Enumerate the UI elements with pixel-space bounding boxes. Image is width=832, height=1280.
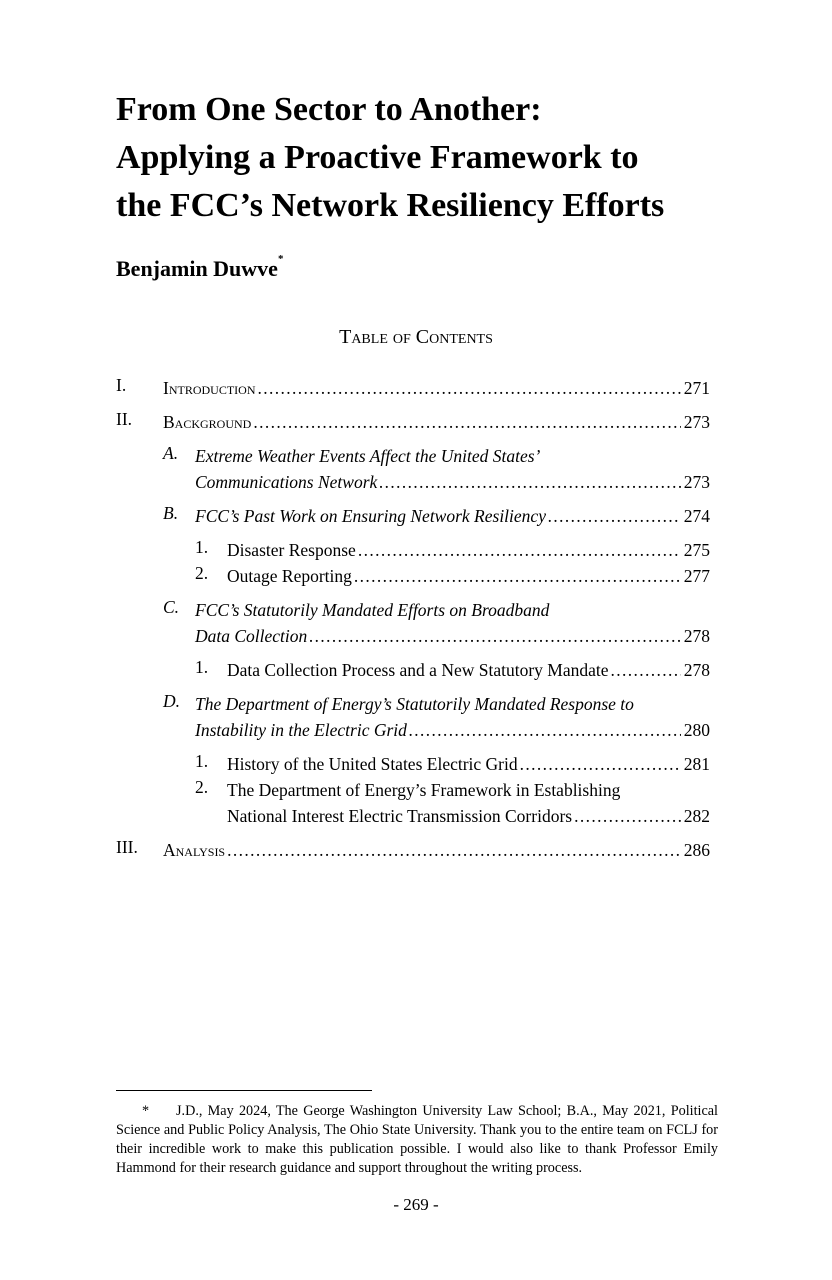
footnote-text: J.D., May 2024, The George Washington University Law School; B.A., May 2021, Political Science and Public Policy Analysis, The Ohio State University. Thank you to the entire team on FCLJ for their incredible work to make this publication possible. I would also like to thank Professor Emily Hammond for their research guidance and support throughout the writing process. <box>116 1103 718 1176</box>
toc-leader-dots <box>227 837 681 863</box>
toc-entry-background[interactable] <box>116 409 710 435</box>
toc-entry-b2[interactable] <box>195 563 710 589</box>
toc-number: I. <box>116 375 127 395</box>
toc-page: 277 <box>683 566 710 586</box>
toc-title: Disaster Response <box>227 540 356 560</box>
toc-leader-dots <box>354 563 681 589</box>
toc-title: Outage Reporting <box>227 566 352 586</box>
toc-letter: D. <box>163 691 181 711</box>
author-byline <box>116 253 284 282</box>
toc-number: III. <box>116 837 138 857</box>
author-name: Benjamin Duwve <box>116 256 278 281</box>
toc-entry-a[interactable] <box>163 443 710 495</box>
footnote-separator <box>116 1090 372 1091</box>
toc-page: 275 <box>683 540 710 560</box>
author-footnote <box>116 1102 718 1178</box>
toc-leader-dots <box>409 717 681 743</box>
toc-page: 274 <box>683 506 710 526</box>
toc-page: 278 <box>683 660 710 680</box>
toc-leader-dots <box>258 375 681 401</box>
toc-page: 281 <box>683 754 710 774</box>
toc-entry-d2[interactable] <box>195 777 710 829</box>
toc-leader-dots <box>358 537 681 563</box>
article-title <box>116 86 756 230</box>
table-of-contents <box>116 375 710 863</box>
toc-letter: C. <box>163 597 180 617</box>
toc-leader-dots <box>574 803 681 829</box>
toc-leader-dots <box>379 469 680 495</box>
toc-title-line: Data Collection <box>195 626 308 646</box>
title-line: the FCC’s Network Resiliency Efforts <box>116 187 665 224</box>
toc-page: 286 <box>683 840 710 860</box>
toc-entry-analysis[interactable] <box>116 837 710 863</box>
toc-page: 271 <box>683 378 710 398</box>
toc-entry-introduction[interactable] <box>116 375 710 401</box>
toc-page: 278 <box>683 626 710 646</box>
toc-number: 2. <box>195 777 209 797</box>
toc-title: FCC’s Past Work on Ensuring Network Resiliency <box>195 506 546 526</box>
toc-title: Analysis <box>163 840 226 860</box>
toc-entry-d1[interactable] <box>195 751 710 777</box>
toc-letter: A. <box>163 443 179 463</box>
toc-title: Introduction <box>163 378 256 398</box>
toc-title-line: The Department of Energy’s Statutorily Mandated Response to <box>195 694 634 714</box>
toc-number: 1. <box>195 537 209 557</box>
toc-title-line: National Interest Electric Transmission Corridors <box>227 806 573 826</box>
toc-leader-dots <box>520 751 681 777</box>
toc-page: 273 <box>683 412 710 432</box>
toc-leader-dots <box>309 623 680 649</box>
toc-number: II. <box>116 409 133 429</box>
toc-entry-c[interactable] <box>163 597 710 649</box>
toc-title: Data Collection Process and a New Statutory Mandate <box>227 660 609 680</box>
toc-title-line: FCC’s Statutorily Mandated Efforts on Broadband <box>195 600 550 620</box>
toc-title-line: The Department of Energy’s Framework in Establishing <box>227 780 621 800</box>
toc-entry-d[interactable] <box>163 691 710 743</box>
toc-page: 280 <box>683 720 710 740</box>
page-number: - 269 - <box>393 1195 439 1214</box>
toc-title-line: Extreme Weather Events Affect the United States’ <box>195 446 541 466</box>
toc-leader-dots <box>611 657 681 683</box>
title-line: Applying a Proactive Framework to <box>116 139 639 176</box>
toc-entry-b1[interactable] <box>195 537 710 563</box>
toc-leader-dots <box>548 503 681 529</box>
toc-title: History of the United States Electric Grid <box>227 754 518 774</box>
title-line: From One Sector to Another: <box>116 91 542 128</box>
toc-number: 1. <box>195 657 209 677</box>
toc-title-line: Communications Network <box>195 472 378 492</box>
toc-page: 273 <box>683 472 710 492</box>
toc-title-line: Instability in the Electric Grid <box>195 720 407 740</box>
footnote-mark: * <box>142 1103 150 1119</box>
toc-entry-b[interactable] <box>163 503 710 529</box>
toc-leader-dots <box>253 409 680 435</box>
toc-title: Background <box>163 412 252 432</box>
toc-number: 2. <box>195 563 209 583</box>
toc-number: 1. <box>195 751 209 771</box>
author-footnote-mark[interactable]: * <box>277 253 284 265</box>
toc-letter: B. <box>163 503 179 523</box>
toc-page: 282 <box>683 806 710 826</box>
toc-entry-c1[interactable] <box>195 657 710 683</box>
toc-heading: Table of Contents <box>339 326 493 348</box>
